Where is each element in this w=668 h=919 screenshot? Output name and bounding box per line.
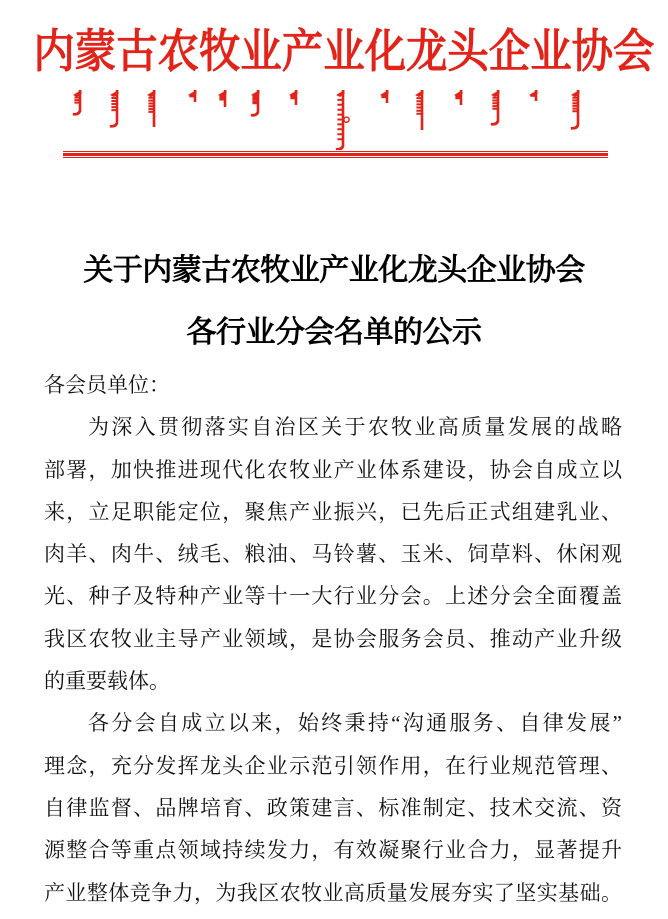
- document-title: [0, 240, 668, 364]
- body-line-3: 来，立足职能定位，聚焦产业振兴，已先后正式组建乳业、: [44, 499, 622, 524]
- body-line-1: 为深入贯彻落实自治区关于农牧业高质量发展的战略: [88, 415, 622, 440]
- salutation-line: 各会员单位：: [44, 373, 170, 397]
- body-line-10: 自律监督、品牌培育、政策建言、标准制定、技术交流、资: [44, 795, 622, 820]
- body-line-9: 理念，充分发挥龙头企业示范引领作用，在行业规范管理、: [44, 753, 622, 778]
- document-title-line2: 各行业分会名单的公示: [186, 316, 482, 349]
- letterhead-org-name: 内蒙古农牧业产业化龙头企业协会: [33, 26, 655, 77]
- body-line-5: 光、种子及特种产业等十一大行业分会。上述分会全面覆盖: [44, 584, 622, 609]
- body-line-4: 肉羊、肉牛、绒毛、粮油、马铃薯、玉米、饲草料、休闲观: [44, 542, 622, 567]
- mongolian-script: [63, 88, 608, 150]
- document-title-line1: 关于内蒙古农牧业产业化龙头企业协会: [83, 254, 585, 287]
- body-line-7: 的重要载体。: [44, 669, 170, 694]
- document-body: [44, 364, 622, 914]
- body-line-6: 我区农牧业主导产业领域，是协会服务会员、推动产业升级: [44, 626, 622, 651]
- body-line-12: 产业整体竞争力，为我区农牧业高质量发展夯实了坚实基础。: [44, 880, 622, 905]
- body-line-2: 部署，加快推进现代化农牧业产业体系建设，协会自成立以: [44, 457, 622, 482]
- body-line-11: 源整合等重点领域持续发力，有效凝聚行业合力，显著提升: [44, 838, 622, 863]
- body-line-8: 各分会自成立以来，始终秉持“沟通服务、自律发展”: [88, 711, 622, 736]
- letterhead-divider-line: [63, 151, 608, 158]
